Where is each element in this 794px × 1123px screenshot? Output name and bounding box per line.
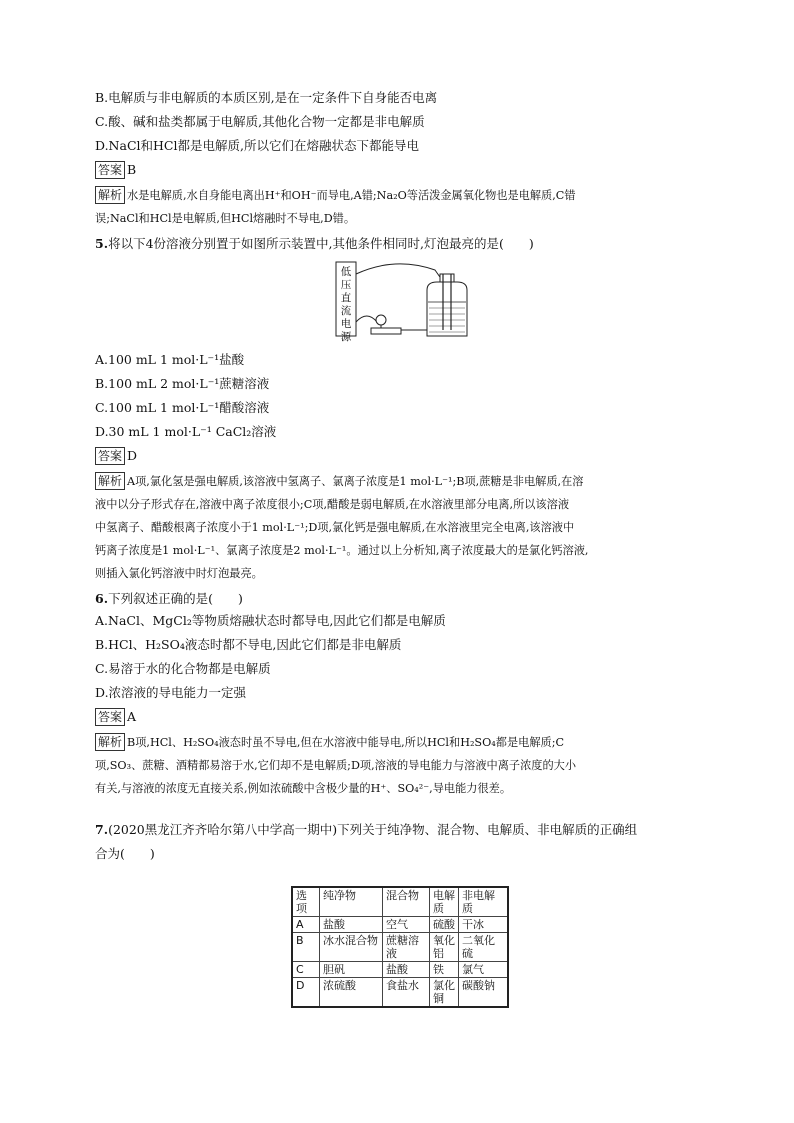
q4-option-b: B.电解质与非电解质的本质区别,是在一定条件下自身能否电离	[95, 90, 438, 105]
q6-option-d: D.浓溶液的导电能力一定强	[95, 685, 247, 700]
question-text: 下列叙述正确的是( )	[108, 591, 243, 606]
table-header-cell: 纯净物	[320, 887, 383, 917]
q5-explanation	[95, 470, 705, 585]
q6-option-c: C.易溶于水的化合物都是电解质	[95, 661, 271, 676]
explanation-line: 有关,与溶液的浓度无直接关系,例如浓硫酸中含极少量的H⁺、SO₄²⁻,导电能力很差。	[95, 782, 512, 795]
table-cell: 胆矾	[320, 962, 383, 978]
explanation-line: 中氢离子、醋酸根离子浓度小于1 mol·L⁻¹;D项,氯化钙是强电解质,在水溶液里完全电离,该溶液中	[95, 521, 575, 534]
table-cell: 空气	[383, 917, 430, 933]
solution-bottle	[427, 282, 467, 336]
explanation-line: 钙离子浓度是1 mol·L⁻¹、氯离子浓度是2 mol·L⁻¹。通过以上分析知,离子浓度最大的是氯化钙溶液,	[95, 544, 589, 557]
explanation-line: B项,HCl、H₂SO₄液态时虽不导电,但在水溶液中能导电,所以HCl和H₂SO₄都是电解质;C	[127, 736, 565, 749]
q5-stem	[95, 232, 705, 256]
explanation-line: 液中以分子形式存在,溶液中离子浓度很小;C项,醋酸是弱电解质,在水溶液里部分电离,所以该溶液	[95, 498, 570, 511]
question-number: 5.	[95, 236, 109, 251]
table-cell: D	[292, 978, 320, 1008]
q5-option-a: A.100 mL 1 mol·L⁻¹盐酸	[95, 352, 245, 367]
question-text: 将以下4份溶液分别置于如图所示装置中,其他条件相同时,灯泡最亮的是( )	[108, 236, 534, 251]
table-cell: A	[292, 917, 320, 933]
table-row	[292, 933, 508, 962]
light-bulb-icon	[376, 315, 386, 325]
explanation-tag: 解析	[95, 186, 125, 204]
table-cell: 氧化铝	[430, 933, 459, 962]
q6-option-a: A.NaCl、MgCl₂等物质熔融状态时都导电,因此它们都是电解质	[95, 613, 446, 628]
table-cell: B	[292, 933, 320, 962]
q5-option-d: D.30 mL 1 mol·L⁻¹ CaCl₂溶液	[95, 424, 277, 439]
table-cell: 氯化铜	[430, 978, 459, 1008]
explanation-line: 误;NaCl和HCl是电解质,但HCl熔融时不导电,D错。	[95, 212, 356, 225]
table-cell: 二氧化硫	[459, 933, 509, 962]
wire-top	[356, 264, 442, 280]
q6-explanation	[95, 731, 705, 800]
bulb-base	[371, 328, 401, 334]
answer-value: D	[127, 448, 138, 463]
q4-answer	[95, 160, 705, 184]
table-cell: 盐酸	[383, 962, 430, 978]
q6-option-b: B.HCl、H₂SO₄液态时都不导电,因此它们都是非电解质	[95, 637, 402, 652]
table-cell: 盐酸	[320, 917, 383, 933]
table-cell: 硫酸	[430, 917, 459, 933]
table-header-cell: 电解质	[430, 887, 459, 917]
q4-option-c: C.酸、碱和盐类都属于电解质,其他化合物一定都是非电解质	[95, 114, 425, 129]
question-text: (2020黑龙江齐齐哈尔第八中学高一期中)下列关于纯净物、混合物、电解质、非电解质的正确组	[108, 822, 638, 837]
q6-answer	[95, 707, 705, 731]
table-cell: 蔗糖溶液	[383, 933, 430, 962]
q7-stem-cont: 合为( )	[95, 846, 155, 861]
explanation-tag: 解析	[95, 472, 125, 490]
table-row	[292, 917, 508, 933]
q5-answer	[95, 446, 705, 470]
power-label-char: 电	[340, 318, 352, 330]
table-cell: C	[292, 962, 320, 978]
table-cell: 干冰	[459, 917, 509, 933]
question-number: 7.	[95, 822, 109, 837]
power-label-char: 压	[340, 279, 352, 291]
q5-option-b: B.100 mL 2 mol·L⁻¹蔗糖溶液	[95, 376, 270, 391]
answer-tag: 答案	[95, 447, 125, 465]
explanation-line: A项,氯化氢是强电解质,该溶液中氢离子、氯离子浓度是1 mol·L⁻¹;B项,蔗糖是非电解质,在溶	[127, 475, 584, 488]
explanation-tag: 解析	[95, 733, 125, 751]
table-row	[292, 978, 508, 1008]
circuit-diagram	[95, 260, 705, 344]
table-cell: 铁	[430, 962, 459, 978]
answer-value: B	[127, 162, 137, 177]
table-header-cell: 混合物	[383, 887, 430, 917]
power-label-char: 低	[340, 266, 352, 278]
answer-value: A	[127, 709, 137, 724]
table-cell: 氯气	[459, 962, 509, 978]
wire-to-bulb	[356, 316, 377, 322]
answer-tag: 答案	[95, 161, 125, 179]
q5-option-c: C.100 mL 1 mol·L⁻¹醋酸溶液	[95, 400, 270, 415]
table-header-cell: 选项	[292, 887, 320, 917]
table-cell: 食盐水	[383, 978, 430, 1008]
explanation-line: 则插入氯化钙溶液中时灯泡最亮。	[95, 567, 263, 580]
table-cell: 碳酸钠	[459, 978, 509, 1008]
q7-options-table	[291, 886, 509, 1008]
page-content	[95, 88, 705, 866]
table-header-cell: 非电解质	[459, 887, 509, 917]
q4-explanation	[95, 184, 705, 230]
q6-stem	[95, 587, 705, 611]
table-cell: 冰水混合物	[320, 933, 383, 962]
q7-options-table-wrap	[291, 886, 509, 1008]
q4-option-d: D.NaCl和HCl都是电解质,所以它们在熔融状态下都能导电	[95, 138, 419, 153]
power-label-char: 直	[340, 292, 352, 304]
question-number: 6.	[95, 591, 109, 606]
answer-tag: 答案	[95, 708, 125, 726]
explanation-line: 水是电解质,水自身能电离出H⁺和OH⁻而导电,A错;Na₂O等活泼金属氧化物也是电解质,C错	[127, 189, 576, 202]
table-row	[292, 962, 508, 978]
circuit-svg	[95, 260, 705, 344]
q7-stem	[95, 818, 705, 842]
table-cell: 浓硫酸	[320, 978, 383, 1008]
stopper	[440, 274, 454, 282]
table-header-row	[292, 887, 508, 917]
power-label-char: 流	[340, 305, 352, 317]
power-label-char: 源	[340, 331, 352, 343]
explanation-line: 项,SO₃、蔗糖、酒精都易溶于水,它们却不是电解质;D项,溶液的导电能力与溶液中离子浓度的大小	[95, 759, 577, 772]
